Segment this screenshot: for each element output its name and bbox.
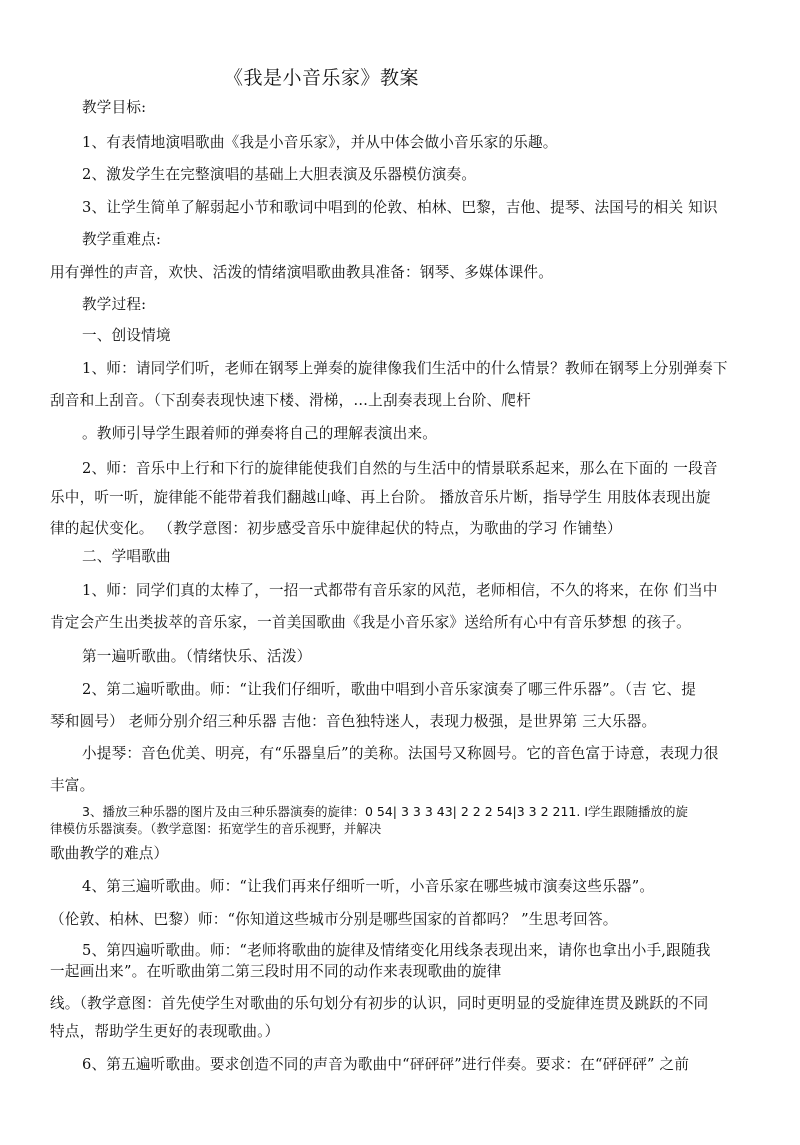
text-line: 琴和圆号） 老师分别介绍三种乐器 吉他：音色独特迷人，表现力极强，是世界第 三大乐器。 xyxy=(50,713,657,730)
document-title: 《我是小音乐家》教案 xyxy=(224,67,420,89)
text-line: 律的起伏变化。 （教学意图：初步感受音乐中旋律起伏的特点，为歌曲的学习 作铺垫） xyxy=(50,520,622,537)
text-line: 线。（教学意图：首先使学生对歌曲的乐句划分有初步的认识，同时更明显的受旋律连贯及跳跃的不同 xyxy=(50,995,709,1012)
text-line: 一起画出来”。在听歌曲第二第三段时用不同的动作来表现歌曲的旋律 xyxy=(50,963,502,980)
text-line: 1、师：同学们真的太棒了，一招一式都带有音乐家的风范，老师相信，不久的将来，在你 们当中 xyxy=(82,582,718,599)
text-line: 特点，帮助学生更好的表现歌曲。） xyxy=(50,1023,280,1040)
text-line: 3、播放三种乐器的图片及由三种乐器演奏的旋律：0 54| 3 3 3 43| 2 2 2 54|3 3 2 211. I学生跟随播放的旋 xyxy=(82,804,689,819)
text-line: 丰富。 xyxy=(50,777,95,794)
text-line: 1、有表情地演唱歌曲《我是小音乐家》，并从中体会做小音乐家的乐趣。 xyxy=(82,134,558,151)
section-heading: 一、创设情境 xyxy=(82,327,171,344)
text-line: 教学过程: xyxy=(82,296,147,313)
text-line: 教学目标: xyxy=(82,99,147,116)
text-line: 1、师：请同学们听，老师在钢琴上弹奏的旋律像我们生活中的什么情景？教师在钢琴上分别弹奏下 xyxy=(82,360,728,377)
text-line: 第一遍听歌曲。（情绪快乐、活泼） xyxy=(82,648,312,665)
text-line: 教学重难点: xyxy=(82,231,162,248)
text-line: 4、第三遍听歌曲。师：“让我们再来仔细听一听，小音乐家在哪些城市演奏这些乐器”。 xyxy=(82,878,655,895)
section-heading: 二、学唱歌曲 xyxy=(82,548,171,565)
text-line: 5、第四遍听歌曲。师：“老师将歌曲的旋律及情绪变化用线条表现出来，请你也拿出小手,跟随我 xyxy=(82,942,711,959)
text-line: 小提琴：音色优美、明亮，有“乐器皇后”的美称。法国号又称圆号。它的音色富于诗意，表现力很 xyxy=(82,745,719,762)
text-line: 。教师引导学生跟着师的弹奏将自己的理解表演出来。 xyxy=(82,425,438,442)
text-line: 歌曲教学的难点） xyxy=(50,845,169,862)
text-line: （伦敦、柏林、巴黎）师：“你知道这些城市分别是哪些国家的首都吗？ ”生思考回答。 xyxy=(50,911,618,928)
text-line: 6、第五遍听歌曲。要求创造不同的声音为歌曲中“砰砰砰”进行伴奏。要求：在“砰砰砰” 之前 xyxy=(82,1056,690,1073)
text-line: 2、激发学生在完整演唱的基础上大胆表演及乐器模仿演奏。 xyxy=(82,166,477,183)
text-line: 2、师：音乐中上行和下行的旋律能使我们自然的与生活中的情景联系起来，那么在下面的 一段音 xyxy=(82,460,718,477)
text-line: 律模仿乐器演奏。（教学意图：拓宽学生的音乐视野，并解决 xyxy=(50,821,382,836)
text-line: 刮音和上刮音。（下刮奏表现快速下楼、滑梯，…上刮奏表现上台阶、爬杆 xyxy=(50,392,531,409)
text-line: 肯定会产生出类拔萃的音乐家，一首美国歌曲《我是小音乐家》送给所有心中有音乐梦想 的孩子。 xyxy=(50,614,691,631)
text-line: 乐中，听一听，旋律能不能带着我们翻越山峰、再上台阶。 播放音乐片断，指导学生 用肢体表现出旋 xyxy=(50,489,711,506)
text-line: 2、第二遍听歌曲。师：“让我们仔细听，歌曲中唱到小音乐家演奏了哪三件乐器”。（吉 它、提 xyxy=(82,681,697,698)
text-line: 3、让学生简单了解弱起小节和歌词中唱到的伦敦、柏林、巴黎，吉他、提琴、法国号的相关 知识 xyxy=(82,199,718,216)
text-line: 用有弹性的声音，欢快、活泼的情绪演唱歌曲教具准备：钢琴、多媒体课件。 xyxy=(50,264,553,281)
